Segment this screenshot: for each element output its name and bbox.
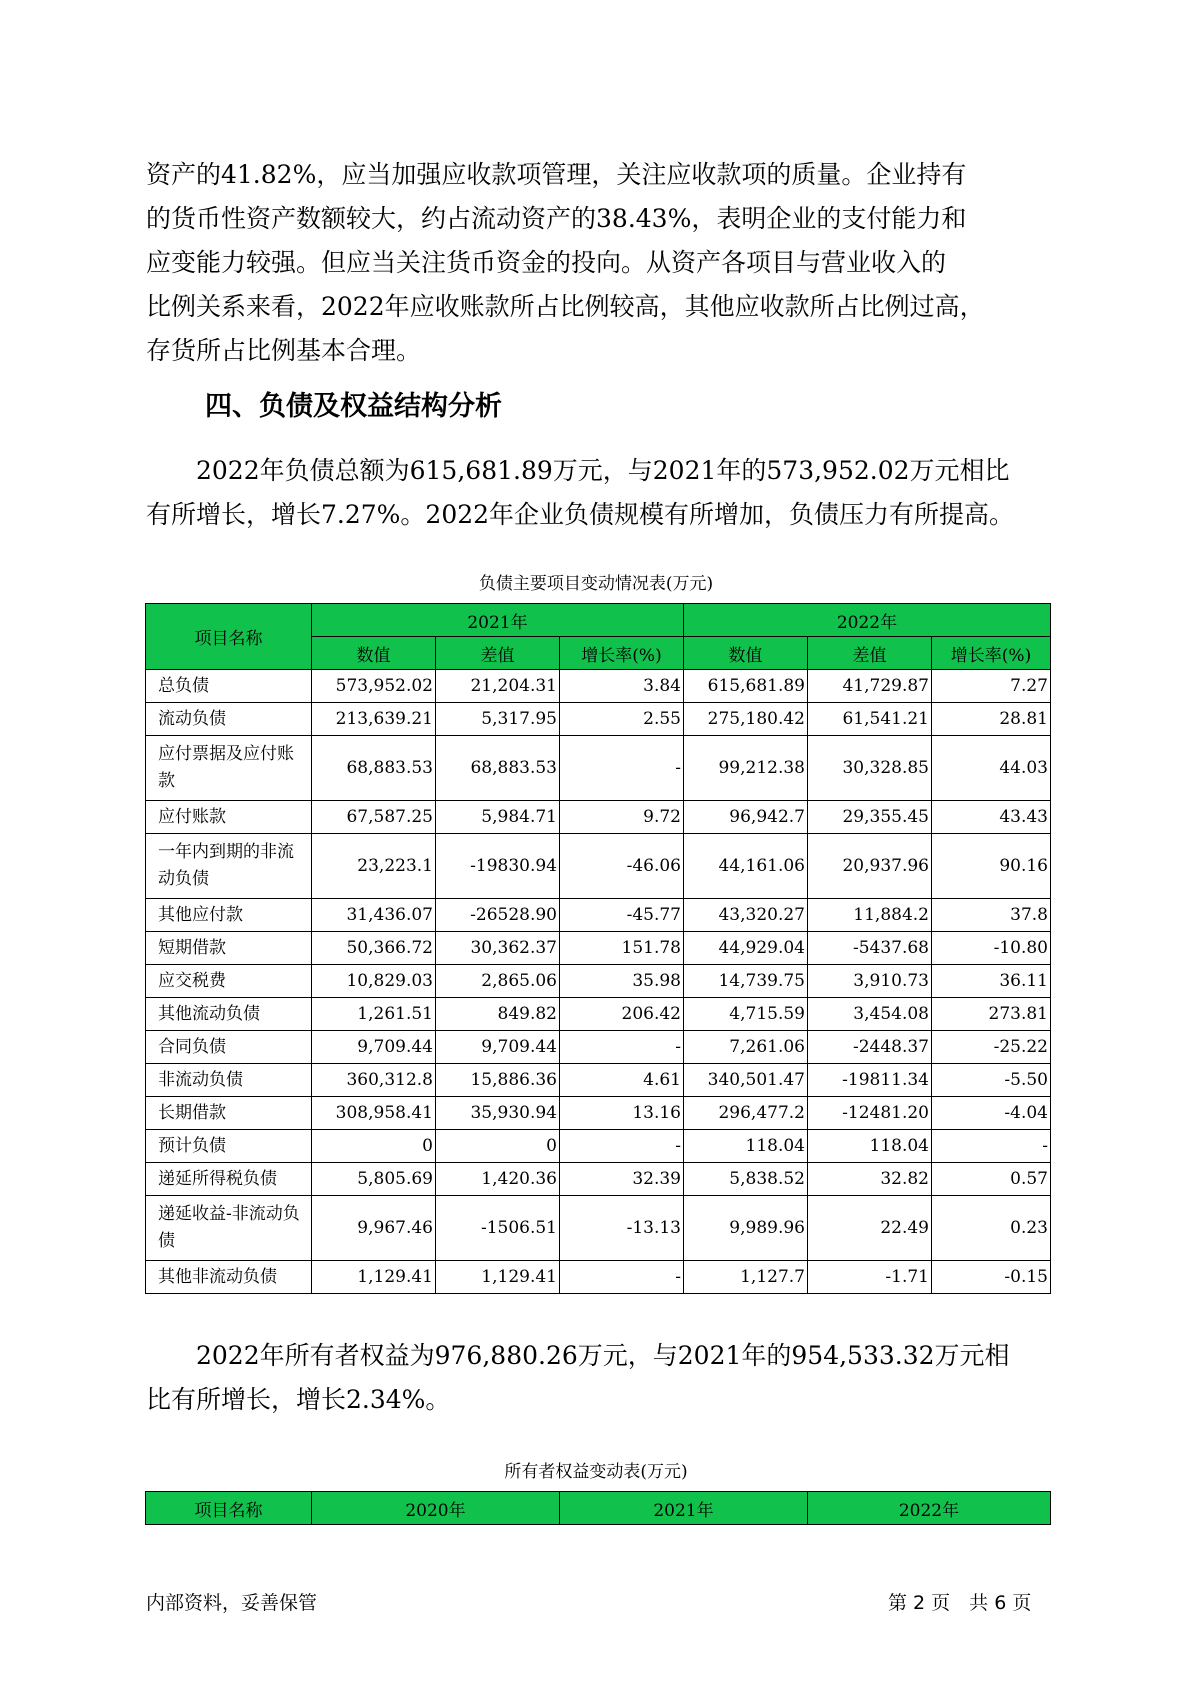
table-cell: -26528.90 — [436, 899, 560, 932]
column-header: 差值 — [436, 637, 560, 670]
table-row — [146, 1031, 1051, 1064]
table-row — [146, 998, 1051, 1031]
row-label: 非流动负债 — [146, 1064, 312, 1097]
table-cell: 37.8 — [932, 899, 1051, 932]
table-cell: 3,454.08 — [808, 998, 932, 1031]
table-cell: 1,261.51 — [312, 998, 436, 1031]
row-label: 总负债 — [146, 670, 312, 703]
table-row — [146, 1097, 1051, 1130]
table-cell: 9,709.44 — [436, 1031, 560, 1064]
row-label: 一年内到期的非流动负债 — [146, 834, 312, 899]
table-cell: 90.16 — [932, 834, 1051, 899]
table-cell: - — [560, 1031, 684, 1064]
table-cell: 340,501.47 — [684, 1064, 808, 1097]
table-cell: 849.82 — [436, 998, 560, 1031]
table-cell: 43,320.27 — [684, 899, 808, 932]
table-row — [146, 932, 1051, 965]
table-cell: 0.57 — [932, 1163, 1051, 1196]
table-cell: 5,317.95 — [436, 703, 560, 736]
table-cell: 99,212.38 — [684, 736, 808, 801]
table-cell: - — [932, 1130, 1051, 1163]
table-cell: 11,884.2 — [808, 899, 932, 932]
table-cell: 21,204.31 — [436, 670, 560, 703]
paragraph-asset-analysis — [146, 153, 1046, 373]
table-cell: 22.49 — [808, 1196, 932, 1261]
table-cell: 32.82 — [808, 1163, 932, 1196]
table-cell: 615,681.89 — [684, 670, 808, 703]
column-header-year: 2021年 — [312, 604, 684, 637]
table-cell: 15,886.36 — [436, 1064, 560, 1097]
table-cell: 0 — [312, 1130, 436, 1163]
equity-table — [145, 1491, 1051, 1525]
table-cell: 29,355.45 — [808, 801, 932, 834]
table-cell: 7.27 — [932, 670, 1051, 703]
footer-confidential-note: 内部资料，妥善保管 — [146, 1592, 318, 1614]
table-cell: 10,829.03 — [312, 965, 436, 998]
text-line: 存货所占比例基本合理。 — [146, 336, 422, 365]
table-cell: 35,930.94 — [436, 1097, 560, 1130]
table-cell: -12481.20 — [808, 1097, 932, 1130]
row-label: 其他非流动负债 — [146, 1261, 312, 1294]
table-cell: -5437.68 — [808, 932, 932, 965]
table-cell: -19811.34 — [808, 1064, 932, 1097]
row-label: 递延所得税负债 — [146, 1163, 312, 1196]
row-label: 预计负债 — [146, 1130, 312, 1163]
column-header-year: 2022年 — [808, 1492, 1051, 1525]
table-cell: -46.06 — [560, 834, 684, 899]
column-header: 数值 — [684, 637, 808, 670]
table-cell: 41,729.87 — [808, 670, 932, 703]
row-label: 其他应付款 — [146, 899, 312, 932]
table-cell: 67,587.25 — [312, 801, 436, 834]
table-row — [146, 670, 1051, 703]
footer-page-number: 第 2 页 共 6 页 — [888, 1592, 1032, 1614]
table-cell: 1,129.41 — [312, 1261, 436, 1294]
table-cell: 23,223.1 — [312, 834, 436, 899]
table-cell: -1506.51 — [436, 1196, 560, 1261]
table-cell: 7,261.06 — [684, 1031, 808, 1064]
table-cell: 0 — [436, 1130, 560, 1163]
table-cell: 9.72 — [560, 801, 684, 834]
text-line: 比有所增长，增长2.34%。 — [146, 1385, 451, 1414]
table-cell: 9,709.44 — [312, 1031, 436, 1064]
table-cell: 206.42 — [560, 998, 684, 1031]
table-cell: 2,865.06 — [436, 965, 560, 998]
table-cell: 14,739.75 — [684, 965, 808, 998]
table-cell: 151.78 — [560, 932, 684, 965]
liability-table — [145, 603, 1051, 1294]
table-cell: 32.39 — [560, 1163, 684, 1196]
table-cell: 30,328.85 — [808, 736, 932, 801]
table-cell: 360,312.8 — [312, 1064, 436, 1097]
text-line: 2022年负债总额为615,681.89万元，与2021年的573,952.02万元相比 — [146, 456, 1010, 485]
table-row — [146, 834, 1051, 899]
column-header: 增长率(%) — [932, 637, 1051, 670]
table-cell: 118.04 — [684, 1130, 808, 1163]
text-line: 的货币性资产数额较大，约占流动资产的38.43%，表明企业的支付能力和 — [146, 204, 967, 233]
row-label: 应交税费 — [146, 965, 312, 998]
table-cell: 213,639.21 — [312, 703, 436, 736]
table-cell: 44,161.06 — [684, 834, 808, 899]
section-heading: 四、负债及权益结构分析 — [205, 391, 502, 422]
table-row — [146, 736, 1051, 801]
table-cell: 44,929.04 — [684, 932, 808, 965]
table-cell: 5,984.71 — [436, 801, 560, 834]
table-cell: 35.98 — [560, 965, 684, 998]
table-cell: 68,883.53 — [436, 736, 560, 801]
table-cell: 13.16 — [560, 1097, 684, 1130]
table-cell: 3,910.73 — [808, 965, 932, 998]
table-cell: 0.23 — [932, 1196, 1051, 1261]
column-header-year: 2020年 — [312, 1492, 560, 1525]
table-cell: 28.81 — [932, 703, 1051, 736]
column-header: 差值 — [808, 637, 932, 670]
row-label: 合同负债 — [146, 1031, 312, 1064]
table-row — [146, 1064, 1051, 1097]
table-cell: - — [560, 1130, 684, 1163]
table-cell: 573,952.02 — [312, 670, 436, 703]
text-line: 有所增长，增长7.27%。2022年企业负债规模有所增加，负债压力有所提高。 — [146, 500, 1015, 529]
table-cell: -45.77 — [560, 899, 684, 932]
table-cell: 118.04 — [808, 1130, 932, 1163]
text-line: 应变能力较强。但应当关注货币资金的投向。从资产各项目与营业收入的 — [146, 248, 947, 277]
table-cell: 296,477.2 — [684, 1097, 808, 1130]
table-cell: -1.71 — [808, 1261, 932, 1294]
table-cell: 61,541.21 — [808, 703, 932, 736]
column-header: 数值 — [312, 637, 436, 670]
table-cell: 68,883.53 — [312, 736, 436, 801]
table-cell: 4,715.59 — [684, 998, 808, 1031]
column-header-year: 2022年 — [684, 604, 1051, 637]
table-cell: 9,989.96 — [684, 1196, 808, 1261]
table-row — [146, 1163, 1051, 1196]
table-cell: 31,436.07 — [312, 899, 436, 932]
table-cell: 5,805.69 — [312, 1163, 436, 1196]
row-label: 递延收益-非流动负债 — [146, 1196, 312, 1261]
table-cell: 1,127.7 — [684, 1261, 808, 1294]
table-row — [146, 1196, 1051, 1261]
table-cell: -0.15 — [932, 1261, 1051, 1294]
paragraph-equity-summary — [146, 1334, 1046, 1422]
table-caption: 负债主要项目变动情况表(万元) — [478, 574, 714, 594]
text-line: 资产的41.82%，应当加强应收款项管理，关注应收款项的质量。企业持有 — [146, 160, 967, 189]
table-cell: -25.22 — [932, 1031, 1051, 1064]
table-row — [146, 965, 1051, 998]
table-cell: -10.80 — [932, 932, 1051, 965]
table-cell: -19830.94 — [436, 834, 560, 899]
table-cell: -13.13 — [560, 1196, 684, 1261]
table-cell: 5,838.52 — [684, 1163, 808, 1196]
table-cell: 1,129.41 — [436, 1261, 560, 1294]
table-cell: 275,180.42 — [684, 703, 808, 736]
table-cell: 50,366.72 — [312, 932, 436, 965]
paragraph-liability-summary — [146, 449, 1046, 537]
column-header-name: 项目名称 — [146, 1492, 312, 1525]
table-cell: 43.43 — [932, 801, 1051, 834]
table-caption: 所有者权益变动表(万元) — [504, 1462, 688, 1482]
table-cell: 3.84 — [560, 670, 684, 703]
table-cell: 96,942.7 — [684, 801, 808, 834]
column-header: 增长率(%) — [560, 637, 684, 670]
table-cell: 273.81 — [932, 998, 1051, 1031]
table-cell: 4.61 — [560, 1064, 684, 1097]
table-row — [146, 899, 1051, 932]
column-header-name: 项目名称 — [146, 604, 312, 670]
table-cell: - — [560, 1261, 684, 1294]
table-cell: 20,937.96 — [808, 834, 932, 899]
row-label: 其他流动负债 — [146, 998, 312, 1031]
table-cell: -5.50 — [932, 1064, 1051, 1097]
table-row — [146, 1130, 1051, 1163]
text-line: 比例关系来看，2022年应收账款所占比例较高，其他应收款所占比例过高， — [146, 292, 985, 321]
table-cell: - — [560, 736, 684, 801]
table-row — [146, 1261, 1051, 1294]
table-cell: 30,362.37 — [436, 932, 560, 965]
table-row — [146, 801, 1051, 834]
table-row — [146, 703, 1051, 736]
table-cell: 1,420.36 — [436, 1163, 560, 1196]
row-label: 流动负债 — [146, 703, 312, 736]
row-label: 长期借款 — [146, 1097, 312, 1130]
table-cell: 9,967.46 — [312, 1196, 436, 1261]
row-label: 应付账款 — [146, 801, 312, 834]
table-cell: 2.55 — [560, 703, 684, 736]
table-cell: 36.11 — [932, 965, 1051, 998]
table-cell: 308,958.41 — [312, 1097, 436, 1130]
row-label: 应付票据及应付账款 — [146, 736, 312, 801]
text-line: 2022年所有者权益为976,880.26万元，与2021年的954,533.32万元相 — [146, 1341, 1010, 1370]
row-label: 短期借款 — [146, 932, 312, 965]
table-cell: -2448.37 — [808, 1031, 932, 1064]
table-cell: -4.04 — [932, 1097, 1051, 1130]
column-header-year: 2021年 — [560, 1492, 808, 1525]
table-cell: 44.03 — [932, 736, 1051, 801]
